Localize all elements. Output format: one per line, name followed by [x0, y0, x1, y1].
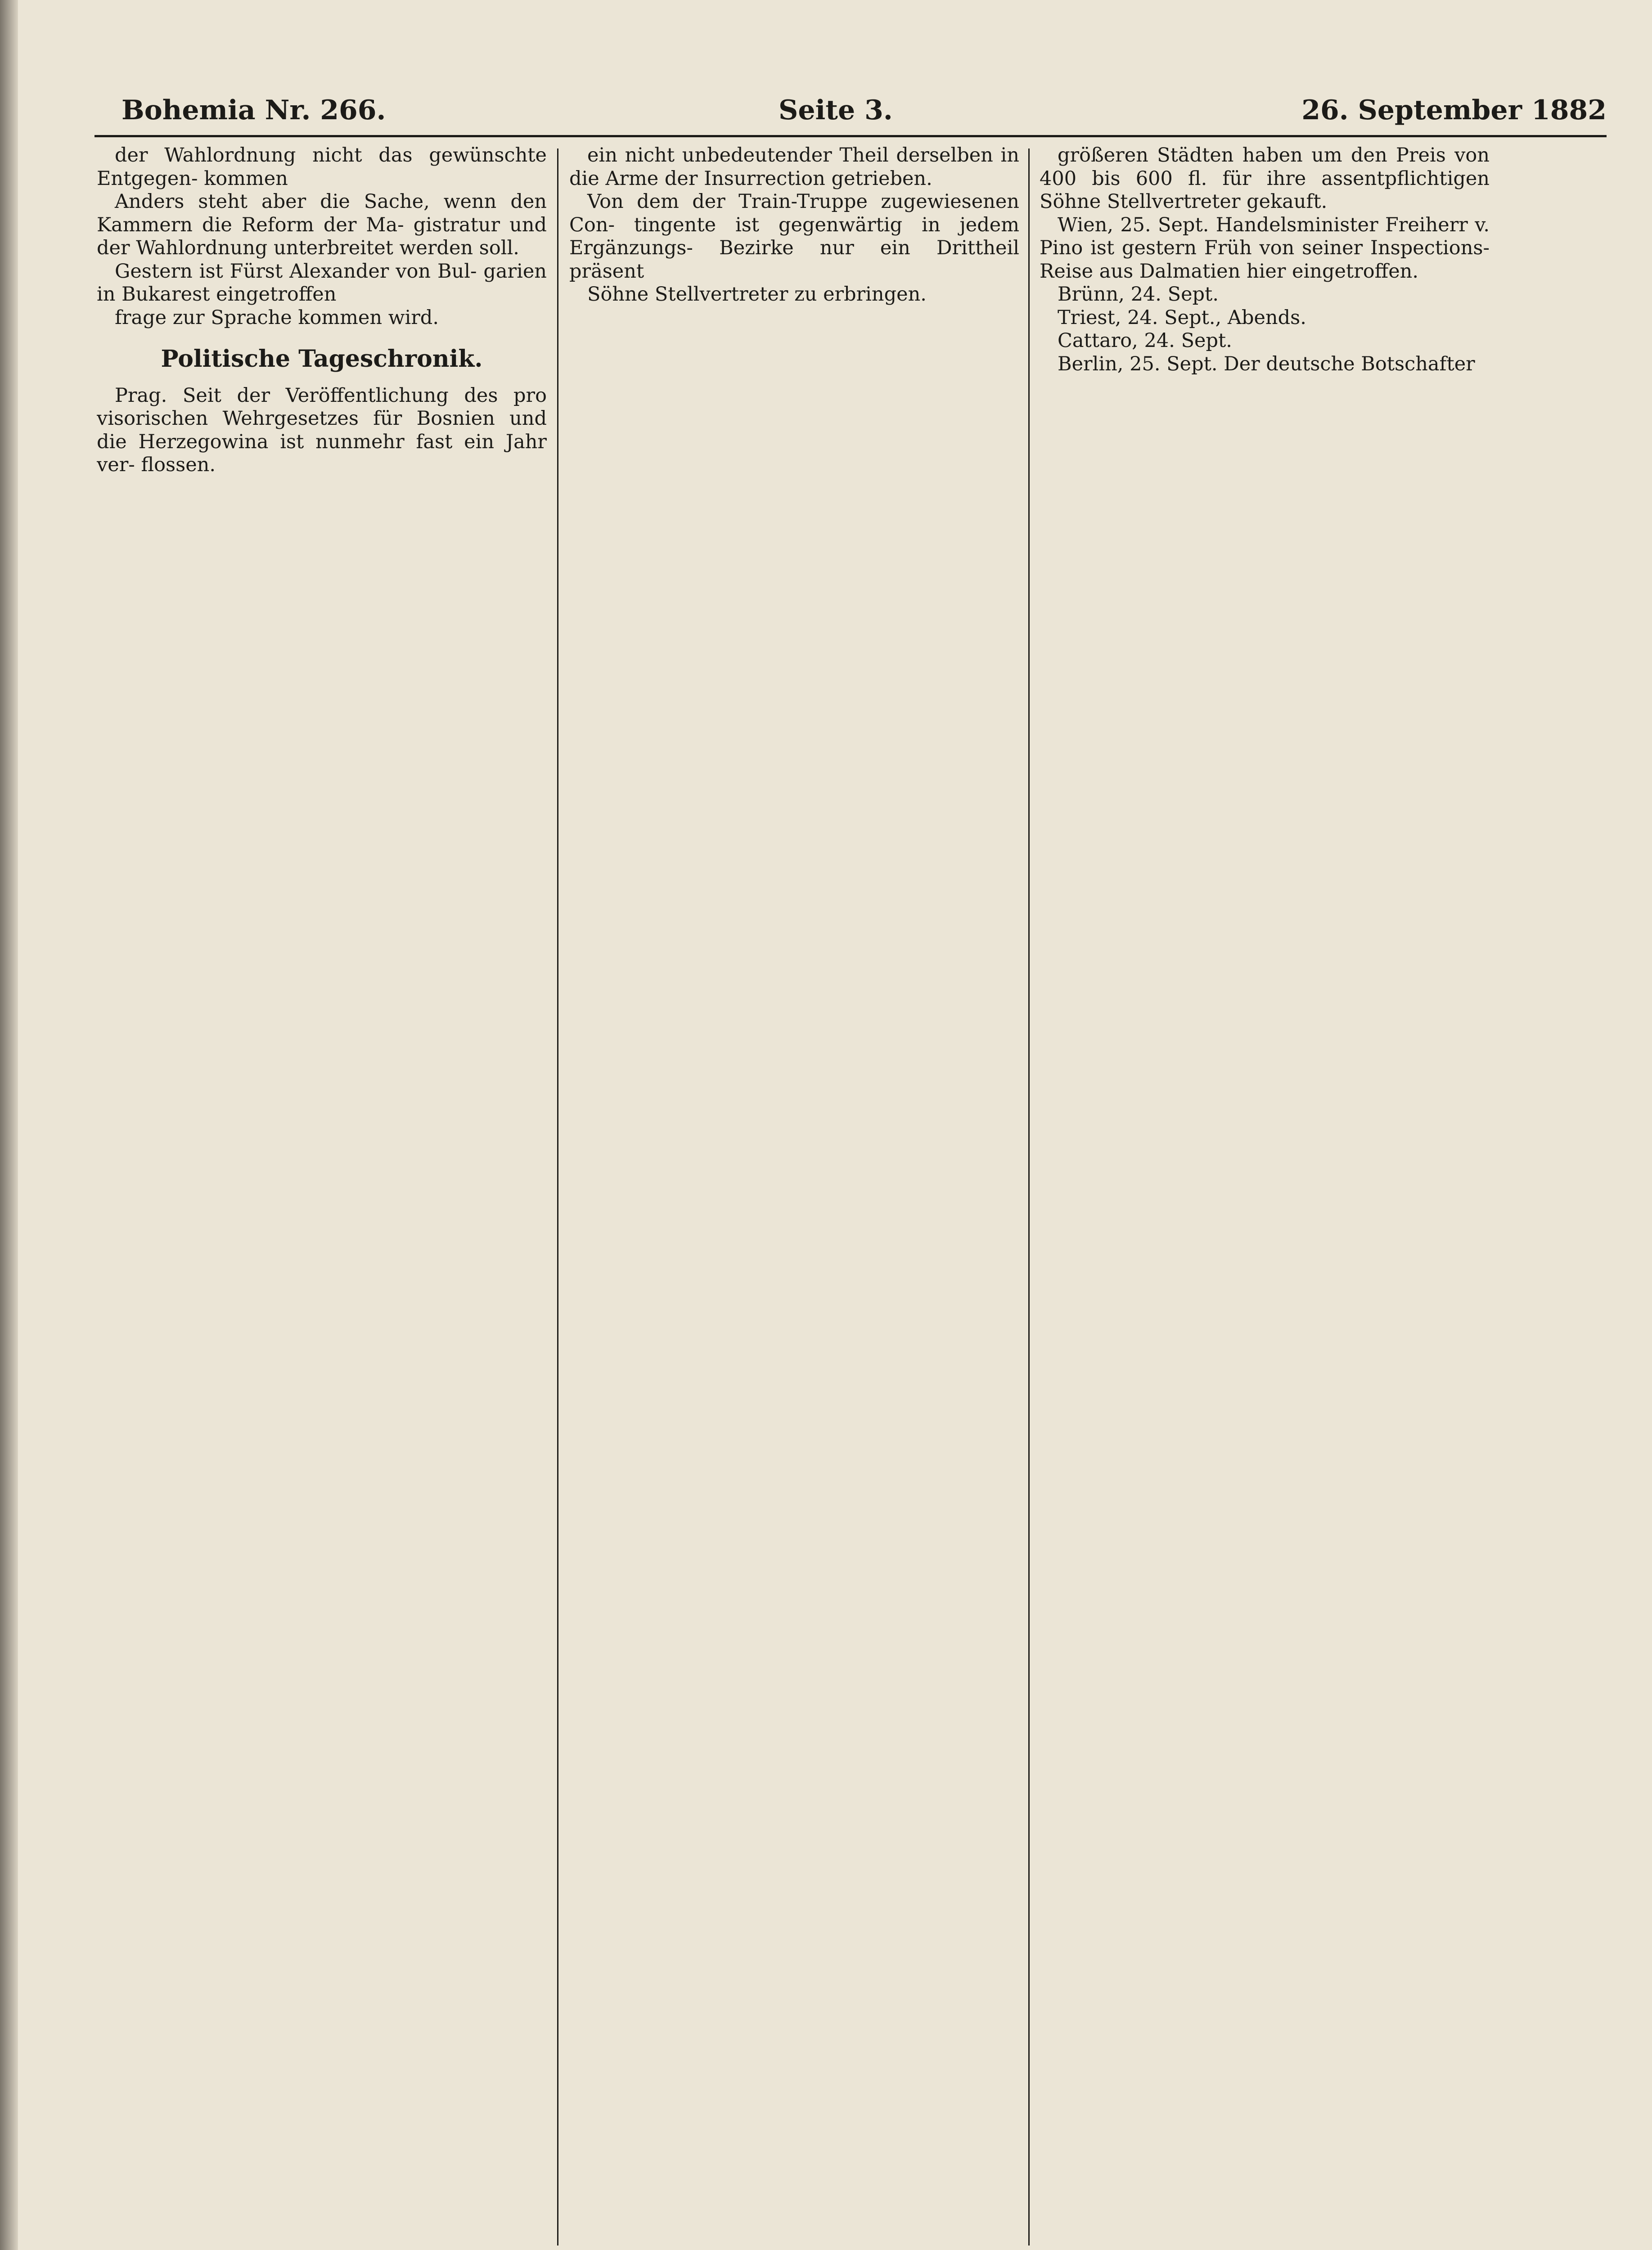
column-2 — [569, 144, 1019, 2250]
paragraph: Prag. Seit der Veröffentlichung des pro visorischen Wehrgesetzes für Bosnien und die Herzegowina ist nunmehr fast ein Jahr ver- flossen. — [97, 384, 547, 476]
paragraph: Von dem der Train-Truppe zugewiesenen Con- tingente ist gegenwärtig in jedem Ergänzungs- Bezirke nur ein Drittheil präsent — [569, 190, 1019, 283]
paragraph: Anders steht aber die Sache, wenn den Kammern die Reform der Ma- gistratur und der Wahlordnung unterbreitet werden soll. — [97, 190, 547, 259]
paragraph: Triest, 24. Sept., Abends. — [1058, 306, 1306, 329]
page-binding-edge — [0, 0, 18, 2250]
column-1 — [97, 144, 547, 2250]
paragraph: Berlin, 25. Sept. Der deutsche Botschafter — [1058, 352, 1475, 375]
section-heading: Politische Tageschronik. — [161, 345, 483, 373]
paragraph: frage zur Sprache kommen wird. — [115, 306, 439, 329]
header-rule — [95, 135, 1607, 137]
paragraph: Cattaro, 24. Sept. — [1058, 329, 1232, 352]
column-rule — [1028, 148, 1030, 2246]
paragraph: ein nicht unbedeutender Theil derselben in die Arme der Insurrection getrieben. — [569, 144, 1019, 190]
paragraph: der Wahlordnung nicht das gewünschte Entgegen- kommen — [97, 144, 547, 190]
column-rule — [557, 148, 558, 2246]
paragraph: Brünn, 24. Sept. — [1058, 283, 1219, 306]
newspaper-issue: Bohemia Nr. 266. — [122, 94, 386, 126]
paragraph: Gestern ist Fürst Alexander von Bul- garien in Bukarest eingetroffen — [97, 260, 547, 306]
paragraph: größeren Städten haben um den Preis von 400 bis 600 fl. für ihre assentpflichtigen Söhne Stellvertreter gekauft. — [1040, 144, 1490, 213]
page-number: Seite 3. — [779, 94, 893, 126]
page-header — [95, 86, 1607, 135]
paragraph: Wien, 25. Sept. Handelsminister Freiherr v. Pino ist gestern Früh von seiner Inspections- Reise aus Dalmatien hier eingetroffen. — [1040, 213, 1490, 283]
issue-date: 26. September 1882 — [1301, 94, 1607, 126]
paragraph: Söhne Stellvertreter zu erbringen. — [587, 283, 927, 306]
column-3 — [1040, 144, 1490, 2250]
